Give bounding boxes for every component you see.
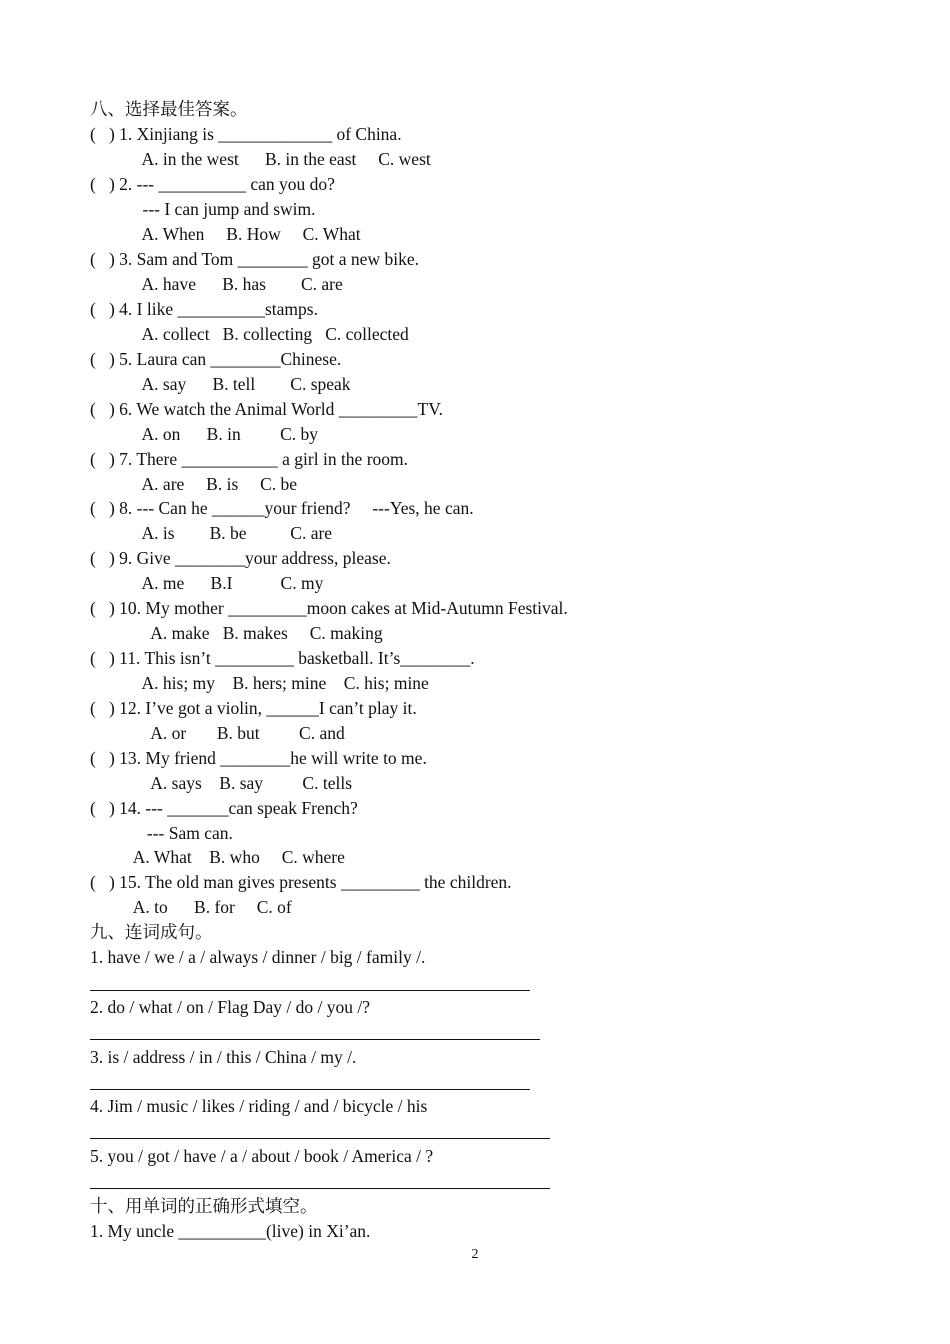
question-1-options: A. in the west B. in the east C. west [90,149,431,169]
question-9: ( ) 9. Give ________your address, please. [90,548,391,568]
sentence-2-words: 2. do / what / on / Flag Day / do / you /? [90,997,370,1017]
sentence-4-answer-line [90,1138,550,1139]
sentence-5-words: 5. you / got / have / a / about / book / America / ? [90,1146,434,1166]
question-9-options: A. me B.I C. my [90,573,324,593]
question-8: ( ) 8. --- Can he ______your friend? ---Yes, he can. [90,498,474,518]
question-2: ( ) 2. --- __________ can you do? [90,174,335,194]
question-11-options: A. his; my B. hers; mine C. his; mine [90,673,429,693]
question-5: ( ) 5. Laura can ________Chinese. [90,349,342,369]
question-1: ( ) 1. Xinjiang is _____________ of China. [90,124,402,144]
page-number: 2 [471,1247,479,1262]
question-2-reply: --- I can jump and swim. [90,199,316,219]
sentence-3-answer-line [90,1089,530,1090]
question-6: ( ) 6. We watch the Animal World _________TV. [90,399,443,419]
question-3-options: A. have B. has C. are [90,274,343,294]
question-14: ( ) 14. --- _______can speak French? [90,798,358,818]
sentence-3-words: 3. is / address / in / this / China / my /. [90,1047,357,1067]
sentence-1-words: 1. have / we / a / always / dinner / big / family /. [90,947,426,967]
question-7-options: A. are B. is C. be [90,474,298,494]
question-2-options: A. When B. How C. What [90,224,361,244]
question-13-options: A. says B. say C. tells [90,773,353,793]
sentence-5-answer-line [90,1188,550,1189]
question-12-options: A. or B. but C. and [90,723,345,743]
section-8-heading: 八、选择最佳答案。 [90,99,248,119]
question-8-options: A. is B. be C. are [90,523,333,543]
section-10-heading: 十、用单词的正确形式填空。 [90,1196,318,1216]
question-4: ( ) 4. I like __________stamps. [90,299,318,319]
sentence-2-answer-line [90,1039,540,1040]
question-6-options: A. on B. in C. by [90,424,319,444]
question-10-options: A. make B. makes C. making [90,623,383,643]
section-9-heading: 九、连词成句。 [90,922,213,942]
question-12: ( ) 12. I’ve got a violin, ______I can’t play it. [90,698,417,718]
question-5-options: A. say B. tell C. speak [90,374,351,394]
sentence-1-answer-line [90,990,530,991]
question-10: ( ) 10. My mother _________moon cakes at Mid-Autumn Festival. [90,598,568,618]
question-15-options: A. to B. for C. of [90,897,292,917]
question-3: ( ) 3. Sam and Tom ________ got a new bike. [90,249,419,269]
question-4-options: A. collect B. collecting C. collected [90,324,409,344]
fill-in-1: 1. My uncle __________(live) in Xi’an. [90,1221,371,1241]
question-14-options: A. What B. who C. where [90,847,345,867]
question-11: ( ) 11. This isn’t _________ basketball. It’s________. [90,648,475,668]
sentence-4-words: 4. Jim / music / likes / riding / and / bicycle / his [90,1096,428,1116]
question-7: ( ) 7. There ___________ a girl in the room. [90,449,409,469]
question-14-reply: --- Sam can. [90,823,233,843]
question-15: ( ) 15. The old man gives presents _________ the children. [90,872,512,892]
question-13: ( ) 13. My friend ________he will write to me. [90,748,427,768]
